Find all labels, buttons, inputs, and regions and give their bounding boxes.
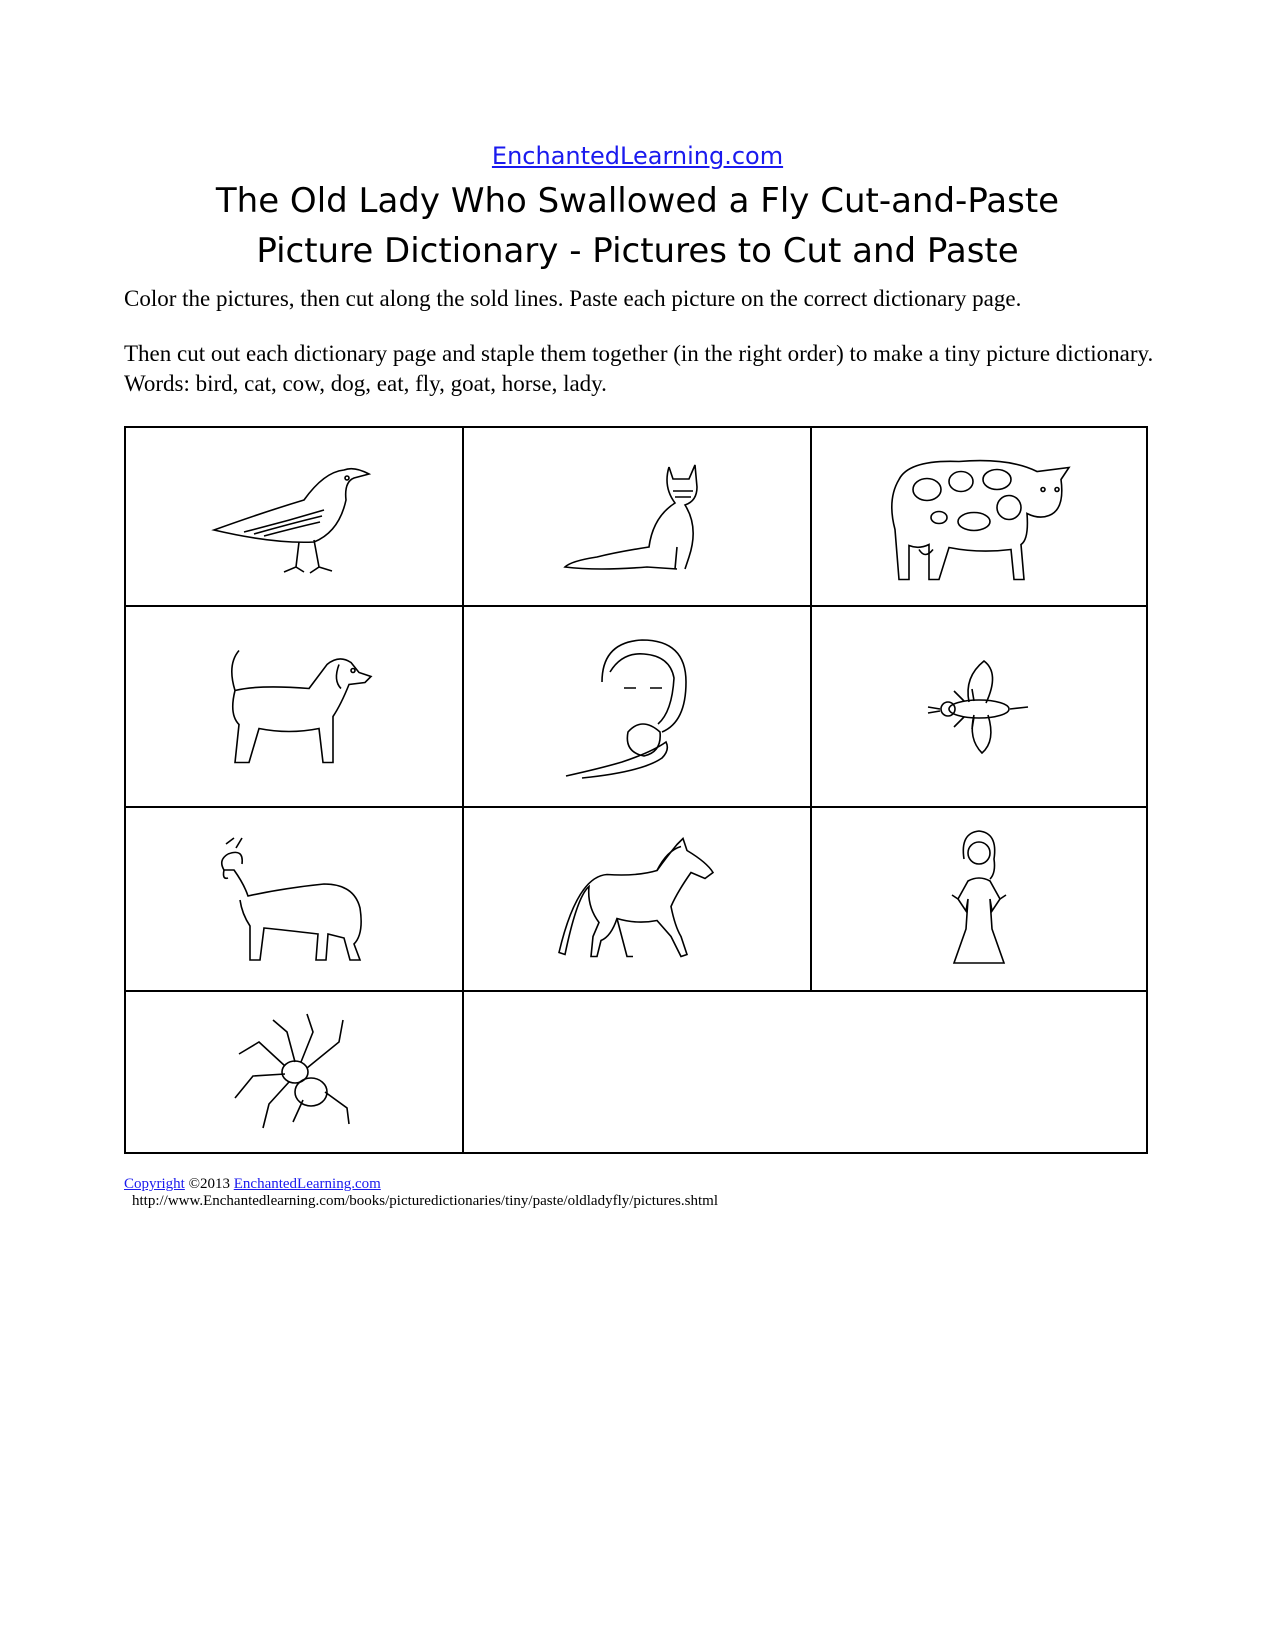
- copyright-link[interactable]: Copyright: [124, 1176, 185, 1192]
- picture-cell-spider: [126, 992, 464, 1152]
- spider-icon: [229, 1012, 359, 1132]
- site-link[interactable]: EnchantedLearning.com: [491, 142, 784, 170]
- picture-cell-fly: [812, 607, 1148, 808]
- empty-cell: [464, 992, 1146, 1152]
- cat-icon: [557, 457, 717, 577]
- picture-cell-bird: [126, 428, 464, 607]
- picture-cell-goat: [126, 808, 464, 992]
- picture-grid: [124, 426, 1148, 1154]
- footer-site-link[interactable]: EnchantedLearning.com: [233, 1176, 381, 1192]
- horse-icon: [557, 837, 717, 962]
- copyright-year: ©2013: [184, 1176, 234, 1192]
- picture-cell-dog: [126, 607, 464, 808]
- dog-icon: [209, 644, 379, 769]
- picture-cell-lady: [812, 808, 1148, 992]
- goat-icon: [214, 834, 374, 964]
- picture-cell-eat: [464, 607, 812, 808]
- fly-icon: [924, 657, 1034, 757]
- instructions-line-2: Then cut out each dictionary page and staple them together (in the right order) to make a tiny picture dictionary. Words: bird, cat, cow, dog, eat, fly, goat, horse, lady.: [124, 341, 1154, 396]
- page-title: The Old Lady Who Swallowed a Fly Cut-and-Paste Picture Dictionary - Pictures to Cut and Paste: [215, 181, 1060, 271]
- footer: [124, 1176, 718, 1210]
- page-url: http://www.Enchantedlearning.com/books/picturedictionaries/tiny/paste/oldladyfly/pictures.shtml: [132, 1193, 718, 1209]
- instructions-line-1: Color the pictures, then cut along the sold lines. Paste each picture on the correct dictionary page.: [124, 286, 1022, 311]
- bird-icon: [204, 452, 384, 582]
- picture-cell-horse: [464, 808, 812, 992]
- picture-cell-cow: [812, 428, 1148, 607]
- lady-icon: [944, 829, 1014, 969]
- eat-icon: [562, 632, 712, 782]
- picture-cell-cat: [464, 428, 812, 607]
- cow-icon: [879, 449, 1079, 584]
